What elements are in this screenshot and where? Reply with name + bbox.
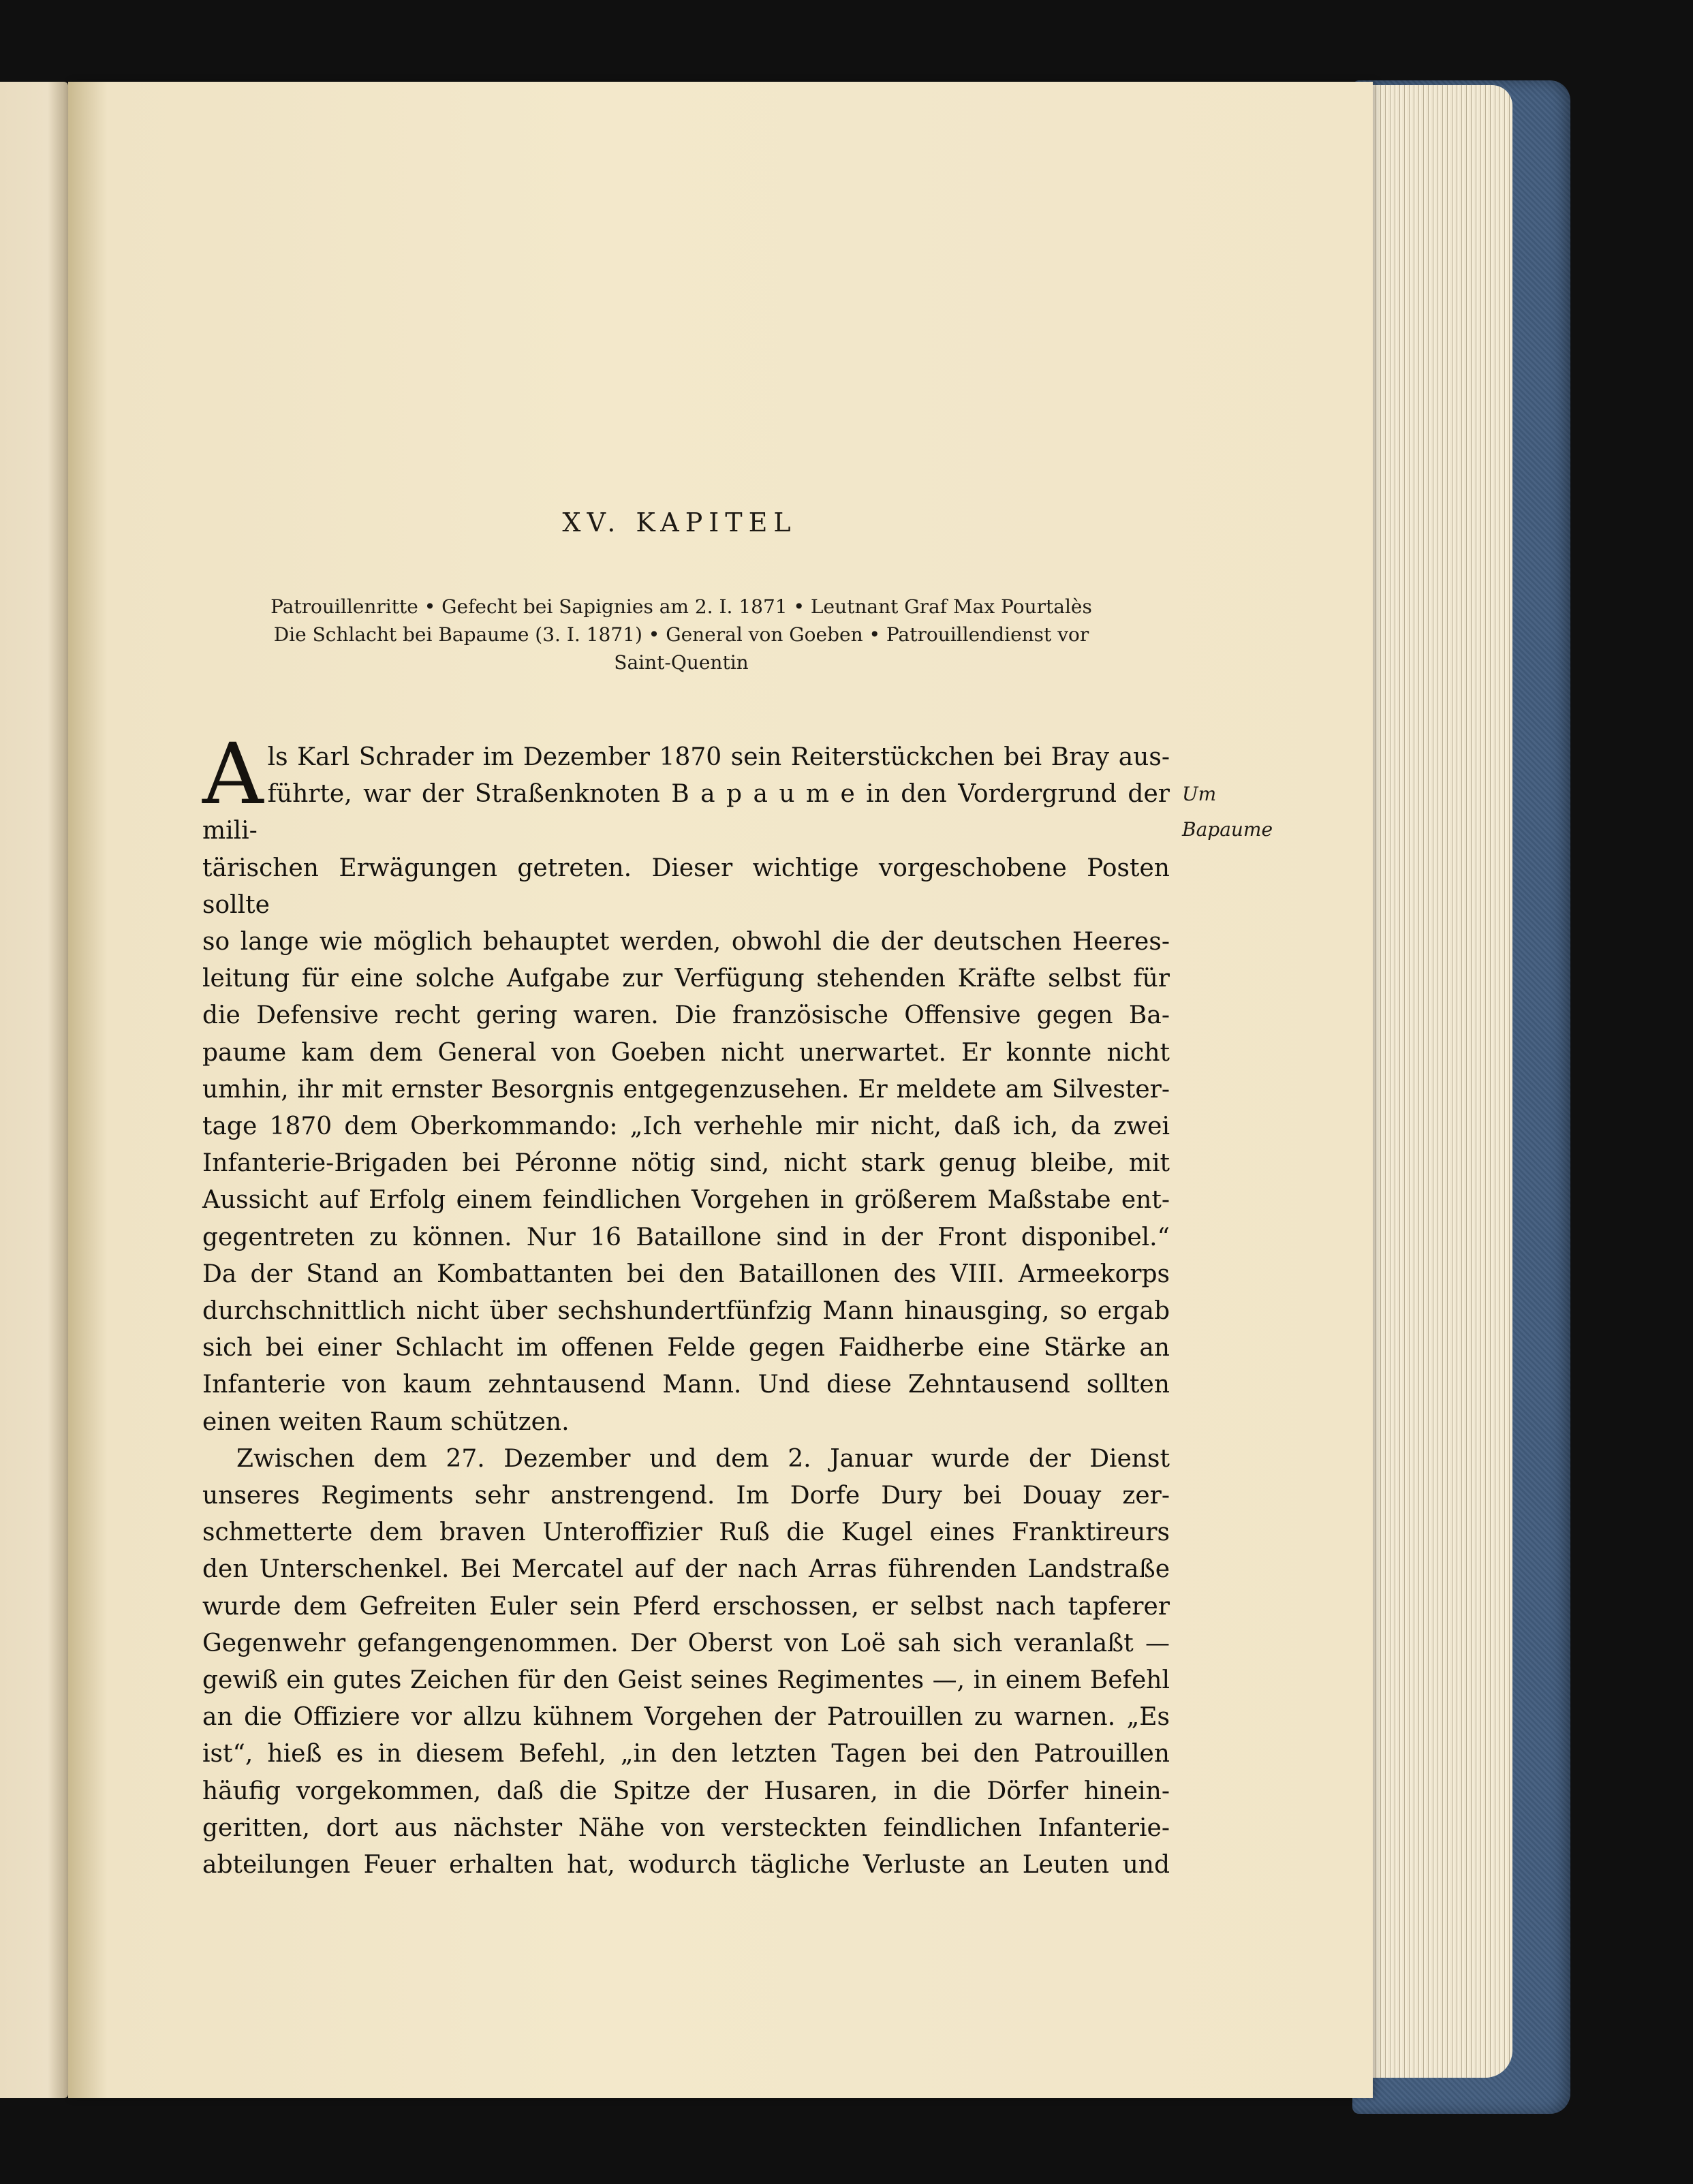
text-line: sich bei einer Schlacht im offenen Felde gegen Faidherbe eine Stärke an: [202, 1334, 1170, 1362]
text-line: die Defensive recht gering waren. Die französische Offensive gegen Ba-: [202, 1001, 1170, 1030]
chapter-heading: XV. KAPITEL: [562, 508, 797, 537]
text-line: so lange wie möglich behauptet werden, obwohl die der deutschen Heeres-: [202, 928, 1170, 956]
text-line: einen weiten Raum schützen.: [202, 1407, 570, 1436]
text-line: den Unterschenkel. Bei Mercatel auf der nach Arras führenden Landstraße: [202, 1555, 1170, 1584]
summary-line: Patrouillenritte • Gefecht bei Sapignies am 2. I. 1871 • Leutnant Graf Max Pourtalès: [270, 595, 1092, 618]
text-line: gegentreten zu können. Nur 16 Bataillone sind in der Front disponibel.“: [202, 1223, 1170, 1251]
text-line: Zwischen dem 27. Dezember und dem 2. Januar wurde der Dienst: [236, 1444, 1170, 1473]
text-line: unseres Regiments sehr anstrengend. Im Dorfe Dury bei Douay zer-: [202, 1482, 1170, 1510]
text-line: ist“, hieß es in diesem Befehl, „in den letzten Tagen bei den Patrouillen: [202, 1740, 1170, 1768]
text-line: schmetterte dem braven Unteroffizier Ruß die Kugel eines Franktireurs: [202, 1518, 1170, 1547]
paragraph-2: [202, 1441, 1170, 1884]
text-line: Infanterie von kaum zehntausend Mann. Und diese Zehntausend sollten: [202, 1371, 1170, 1399]
text-line: leitung für eine solche Aufgabe zur Verfügung stehenden Kräfte selbst für: [202, 965, 1170, 993]
margin-note: [1182, 777, 1305, 847]
text-line: führte, war der Straßenknoten B a p a u m e in den Vordergrund der mili-: [202, 780, 1170, 845]
text-line: häufig vorgekommen, daß die Spitze der Husaren, in die Dörfer hinein-: [202, 1777, 1170, 1805]
left-page-edge: [0, 82, 68, 2098]
text-line: paume kam dem General von Goeben nicht unerwartet. Er konnte nicht: [202, 1038, 1170, 1067]
text-line: gewiß ein gutes Zeichen für den Geist seines Regimentes —, in einem Befehl: [202, 1666, 1170, 1695]
text-line: Da der Stand an Kombattanten bei den Bataillonen des VIII. Armeekorps: [202, 1260, 1170, 1288]
text-line: tage 1870 dem Oberkommando: „Ich verhehle mir nicht, daß ich, da zwei: [202, 1112, 1170, 1141]
margin-note-line: Um: [1182, 783, 1217, 805]
summary-line: Die Schlacht bei Bapaume (3. I. 1871) • General von Goeben • Patrouillendienst vor: [273, 623, 1089, 646]
text-line: durchschnittlich nicht über sechshundertfünfzig Mann hinausging, so ergab: [202, 1297, 1170, 1326]
text-line: Gegenwehr gefangengenommen. Der Oberst von Loë sah sich veranlaßt —: [202, 1629, 1170, 1657]
body-text: [202, 726, 1170, 1884]
text-line: ls Karl Schrader im Dezember 1870 sein Reiterstückchen bei Bray aus-: [267, 743, 1170, 771]
text-line: an die Offiziere vor allzu kühnem Vorgehen der Patrouillen zu warnen. „Es: [202, 1703, 1170, 1732]
text-line: abteilungen Feuer erhalten hat, wodurch tägliche Verluste an Leuten und: [202, 1851, 1170, 1879]
margin-note-line: Bapaume: [1182, 818, 1273, 841]
text-line: umhin, ihr mit ernster Besorgnis entgegenzusehen. Er meldete am Silvester-: [202, 1075, 1170, 1104]
paragraph-1: [202, 726, 1170, 1441]
text-line: Infanterie-Brigaden bei Péronne nötig sind, nicht stark genug bleibe, mit: [202, 1149, 1170, 1178]
page-edges: [1359, 85, 1512, 2078]
chapter-summary: [204, 593, 1158, 676]
text-line: Aussicht auf Erfolg einem feindlichen Vorgehen in größerem Maßstabe ent-: [202, 1186, 1170, 1215]
summary-line: Saint-Quentin: [614, 651, 749, 674]
text-line: tärischen Erwägungen getreten. Dieser wichtige vorgeschobene Posten sollte: [202, 854, 1170, 919]
drop-cap: A: [202, 726, 264, 824]
text-line: geritten, dort aus nächster Nähe von versteckten feindlichen Infanterie-: [202, 1813, 1170, 1842]
text-line: wurde dem Gefreiten Euler sein Pferd erschossen, er selbst nach tapferer: [202, 1592, 1170, 1621]
